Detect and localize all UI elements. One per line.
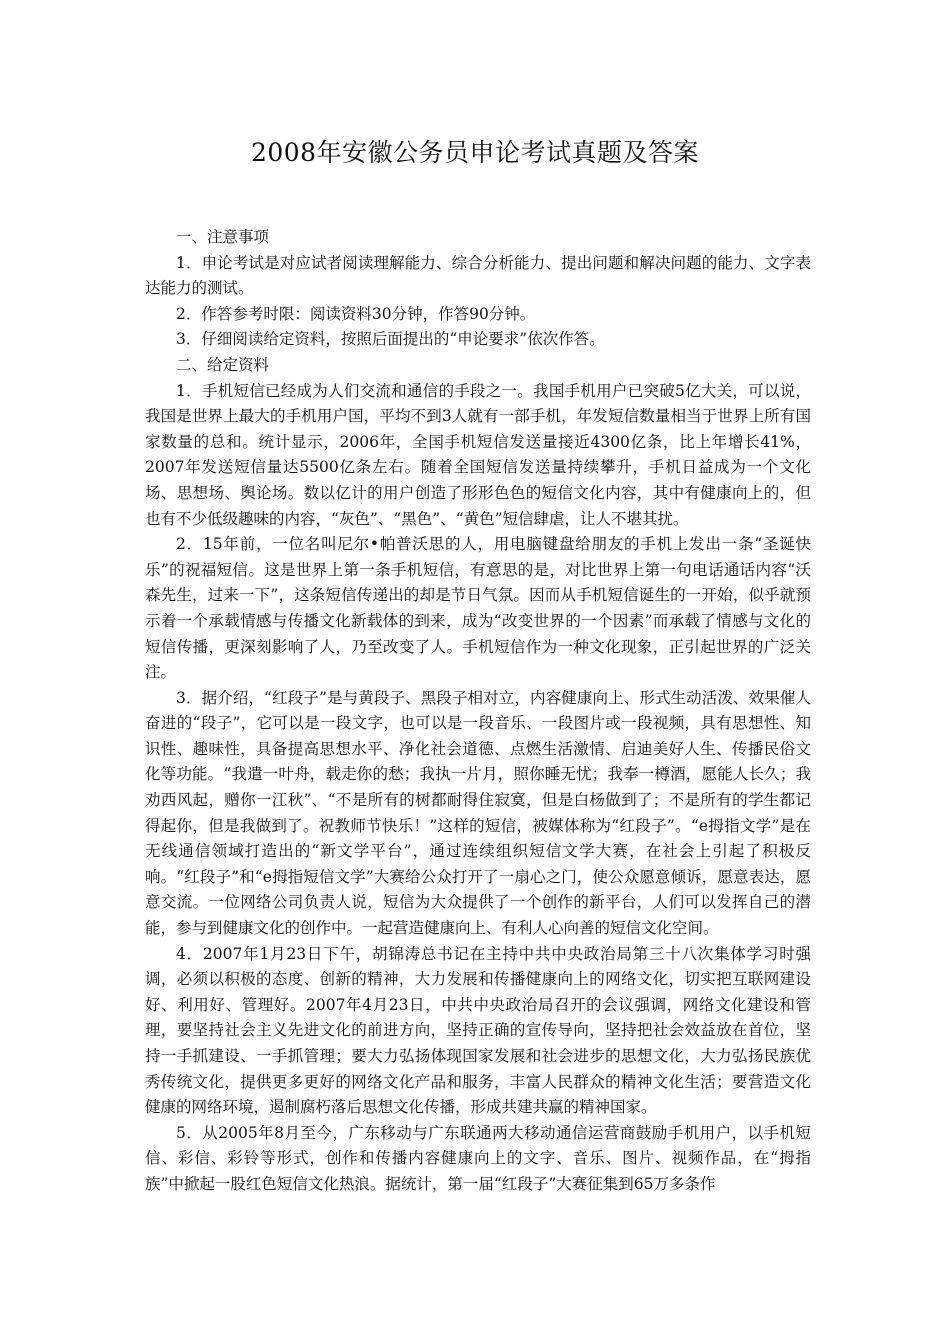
note-item-1: 1．申论考试是对应试者阅读理解能力、综合分析能力、提出问题和解决问题的能力、文字表达能力的测试。 — [145, 253, 811, 298]
section-heading-materials: 二、给定资料 — [176, 355, 270, 374]
material-paragraph-3: 3．据介绍，“红段子”是与黄段子、黑段子相对立，内容健康向上、形式生动活泼、效果催人奋进的“段子”，它可以是一段文字，也可以是一段音乐、一段图片或一段视频，具有思想性、知识性、趣味性，具备提高思想水平、净化社会道德、点燃生活激情、启迪美好人生、传播民俗文化等功能。“我遣一叶舟，载走你的愁；我执一片月，照你睡无忧；我奉一樽酒，愿能人长久；我劝西风起，赠你一江秋”、“不是所有的树都耐得住寂寞，但是白杨做到了；不是所有的学生都记得起你，但是我做到了。祝教师节快乐！”这样的短信，被媒体称为“红段子”。“e拇指文学”是在无线通信领域打造出的“新文学平台”，通过连续组织短信文学大赛，在社会上引起了积极反响。“红段子”和“e拇指短信文学”大赛给公众打开了一扇心之门，使公众愿意倾诉，愿意表达，愿意交流。一位网络公司负责人说，短信为大众提供了一个创作的新平台，人们可以发挥自己的潜能，参与到健康文化的创作中。一起营造健康向上、有利人心向善的短信文化空间。 — [145, 688, 811, 938]
section-heading-notes: 一、注意事项 — [176, 228, 270, 246]
document-body — [145, 225, 811, 1198]
note-item-3: 3．仔细阅读给定资料，按照后面提出的“申论要求”依次作答。 — [176, 330, 605, 349]
note-item-2: 2．作答参考时限：阅读资料30分钟，作答90分钟。 — [176, 304, 536, 323]
material-paragraph-1: 1．手机短信已经成为人们交流和通信的手段之一。我国手机用户已突破5亿大关，可以说，我国是世界上最大的手机用户国，平均不到3人就有一部手机，年发短信数量相当于世界上所有国家数量的总和。统计显示，2006年，全国手机短信发送量接近4300亿条，比上年增长41%，2007年发送短信量达5500亿条左右。随着全国短信发送量持续攀升，手机日益成为一个文化场、思想场、舆论场。数以亿计的用户创造了形形色色的短信文化内容，其中有健康向上的，但也有不少低级趣味的内容，“灰色”、“黑色”、“黄色”短信肆虐，让人不堪其扰。 — [145, 381, 811, 528]
material-paragraph-5: 5．从2005年8月至今，广东移动与广东联通两大移动通信运营商鼓励手机用户，以手机短信、彩信、彩铃等形式，创作和传播内容健康向上的文字、音乐、图片、视频作品，在“拇指族”中掀起一股红色短信文化热浪。据统计，第一届“红段子”大赛征集到65万多条作 — [145, 1123, 811, 1193]
document-title: 2008年安徽公务员申论考试真题及答案 — [250, 138, 700, 167]
material-paragraph-4: 4．2007年1月23日下午，胡锦涛总书记在主持中共中央政治局第三十八次集体学习时强调，必须以积极的态度、创新的精神，大力发展和传播健康向上的网络文化，切实把互联网建设好、利用好、管理好。2007年4月23日，中共中央政治局召开的会议强调，网络文化建设和管理，要坚持社会主义先进文化的前进方向，坚持正确的宣传导向，坚持把社会效益放在首位，坚持一手抓建设、一手抓管理；要大力弘扬体现国家发展和社会进步的思想文化，大力弘扬民族优秀传统文化，提供更多更好的网络文化产品和服务，丰富人民群众的精神文化生活；要营造文化健康的网络环境，遏制腐朽落后思想文化传播，形成共建共赢的精神国家。 — [145, 944, 811, 1117]
material-paragraph-2: 2．15年前，一位名叫尼尔•帕普沃思的人，用电脑键盘给朋友的手机上发出一条“圣诞快乐”的祝福短信。这是世界上第一条手机短信，有意思的是，对比世界上第一句电话通话内容“沃森先生，过来一下”，这条短信传递出的却是节日气氛。因而从手机短信诞生的一开始，似乎就预示着一个承载情感与传播文化新载体的到来，成为“改变世界的一个因素”而承载了情感与文化的短信传播，更深刻影响了人，乃至改变了人。手机短信作为一种文化现象，正引起世界的广泛关注。 — [145, 535, 811, 682]
